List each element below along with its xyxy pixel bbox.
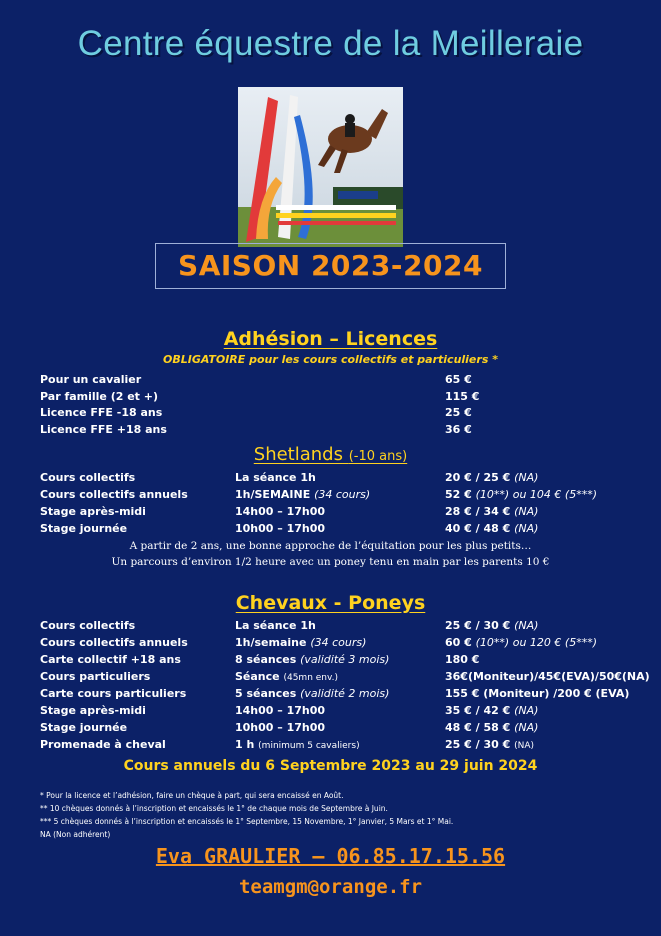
chevaux-row xyxy=(40,687,640,704)
row-price xyxy=(445,619,538,632)
freq-note: (minimum 5 cavaliers) xyxy=(258,741,360,751)
price-text: 60 € xyxy=(445,636,472,649)
price-note: (NA) xyxy=(514,471,539,484)
chevaux-row xyxy=(40,721,640,738)
row-price xyxy=(445,738,534,751)
row-label: Stage après-midi xyxy=(40,505,146,518)
row-price: 65 € xyxy=(445,373,472,386)
freq-text: 1h/semaine xyxy=(235,636,307,649)
row-label: Cours collectifs xyxy=(40,619,136,632)
row-frequency: 10h00 – 17h00 xyxy=(235,721,326,734)
row-frequency xyxy=(235,670,338,683)
price-text: 52 € xyxy=(445,488,472,501)
adhesion-row xyxy=(40,390,640,407)
contact-email[interactable]: teamgm@orange.fr xyxy=(238,876,423,898)
row-price: 36 € xyxy=(445,423,472,436)
row-frequency xyxy=(235,738,360,751)
row-label: Stage après-midi xyxy=(40,704,146,717)
row-label: Carte cours particuliers xyxy=(40,687,187,700)
footnote: NA (Non adhérent) xyxy=(40,830,111,839)
row-frequency: 14h00 – 17h00 xyxy=(235,704,326,717)
adhesion-row xyxy=(40,423,640,440)
row-frequency xyxy=(235,636,366,649)
price-note: (NA) xyxy=(514,505,539,518)
freq-text: 1h/SEMAINE xyxy=(235,488,311,501)
adhesion-row xyxy=(40,406,640,423)
price-note: (10**) ou 120 € (5***) xyxy=(475,636,597,649)
footnote: * Pour la licence et l’adhésion, faire un chèque à part, qui sera encaissé en Août. xyxy=(40,791,344,800)
price-note: (NA) xyxy=(514,721,539,734)
freq-note: (34 cours) xyxy=(310,636,367,649)
row-label: Pour un cavalier xyxy=(40,373,142,386)
row-label: Stage journée xyxy=(40,522,128,535)
price-text: 25 € / 30 € xyxy=(445,738,511,751)
row-frequency: La séance 1h xyxy=(235,619,316,632)
row-price: 155 € (Moniteur) /200 € (EVA) xyxy=(445,687,630,700)
freq-text: 5 séances xyxy=(235,687,297,700)
row-price xyxy=(445,505,538,518)
shetlands-row xyxy=(40,505,640,522)
season-banner: SAISON 2023-2024 xyxy=(155,243,506,289)
section-heading-shetlands xyxy=(0,444,661,465)
row-label: Cours particuliers xyxy=(40,670,151,683)
row-price xyxy=(445,488,597,501)
price-text: 48 € / 58 € xyxy=(445,721,511,734)
row-price: 180 € xyxy=(445,653,480,666)
row-price xyxy=(445,636,597,649)
price-note: (NA) xyxy=(514,522,539,535)
section-heading-adhesion: Adhésion – Licences xyxy=(223,328,438,350)
price-note: (NA) xyxy=(514,619,539,632)
shetlands-pony-ride: Un parcours d’environ 1/2 heure avec un poney tenu en main par les parents 10 € xyxy=(111,556,550,568)
freq-text: Séance xyxy=(235,670,280,683)
price-text: 28 € / 34 € xyxy=(445,505,511,518)
chevaux-row xyxy=(40,704,640,721)
row-price xyxy=(445,721,538,734)
freq-text: La séance 1h xyxy=(235,471,316,484)
footnote: *** 5 chèques donnés à l’inscription et encaissés le 1° Septembre, 15 Novembre, 1° Janvier, 5 Mars et 1° Mai. xyxy=(40,817,454,826)
row-price: 115 € xyxy=(445,390,480,403)
row-price: 25 € xyxy=(445,406,472,419)
row-label: Par famille (2 et +) xyxy=(40,390,159,403)
price-text: 35 € / 42 € xyxy=(445,704,511,717)
freq-note: (45mn env.) xyxy=(283,673,339,683)
row-label: Promenade à cheval xyxy=(40,738,166,751)
chevaux-row xyxy=(40,670,650,687)
row-frequency: 10h00 – 17h00 xyxy=(235,522,326,535)
price-note: (10**) ou 104 € (5***) xyxy=(475,488,597,501)
row-price: 36€(Moniteur)/45€(EVA)/50€(NA) xyxy=(445,670,650,683)
freq-text: 8 séances xyxy=(235,653,297,666)
price-note: (NA) xyxy=(514,704,539,717)
row-price xyxy=(445,522,538,535)
page-title: Centre équestre de la Meilleraie xyxy=(77,24,584,63)
row-label: Cours collectifs xyxy=(40,471,136,484)
price-text: 20 € / 25 € xyxy=(445,471,511,484)
row-label: Carte collectif +18 ans xyxy=(40,653,181,666)
chevaux-row xyxy=(40,738,640,755)
price-text: 40 € / 48 € xyxy=(445,522,511,535)
freq-text: 1 h xyxy=(235,738,255,751)
shetlands-age-note: (-10 ans) xyxy=(348,449,408,464)
row-price xyxy=(445,471,538,484)
adhesion-row xyxy=(40,373,640,390)
shetlands-row xyxy=(40,522,640,539)
chevaux-row xyxy=(40,619,640,636)
chevaux-row xyxy=(40,653,640,670)
shetlands-row xyxy=(40,471,640,488)
freq-note: (validité 3 mois) xyxy=(300,653,390,666)
annual-course-dates: Cours annuels du 6 Septembre 2023 au 29 juin 2024 xyxy=(123,758,538,774)
price-text: 25 € / 30 € xyxy=(445,619,511,632)
horse-jumping-illustration xyxy=(238,87,403,247)
row-frequency: 14h00 – 17h00 xyxy=(235,505,326,518)
horse-jumping-photo xyxy=(238,87,403,247)
freq-note: (34 cours) xyxy=(314,488,371,501)
freq-note: (validité 2 mois) xyxy=(300,687,390,700)
shetlands-row xyxy=(40,488,640,505)
chevaux-row xyxy=(40,636,640,653)
row-label: Licence FFE +18 ans xyxy=(40,423,167,436)
row-label: Licence FFE -18 ans xyxy=(40,406,163,419)
row-frequency xyxy=(235,653,389,666)
row-frequency xyxy=(235,687,389,700)
row-label: Cours collectifs annuels xyxy=(40,488,188,501)
row-frequency xyxy=(235,471,316,484)
row-price xyxy=(445,704,538,717)
shetlands-description: A partir de 2 ans, une bonne approche de l’équitation pour les plus petits… xyxy=(129,540,532,552)
section-heading-chevaux: Chevaux - Poneys xyxy=(235,592,426,614)
footnote: ** 10 chèques donnés à l’inscription et encaissés le 1° de chaque mois de Septembre à Juin. xyxy=(40,804,388,813)
price-note: (NA) xyxy=(514,741,535,751)
contact-name-phone: Eva GRAULIER – 06.85.17.15.56 xyxy=(155,844,506,868)
adhesion-note: OBLIGATOIRE pour les cours collectifs et particuliers * xyxy=(163,353,498,366)
row-label: Cours collectifs annuels xyxy=(40,636,188,649)
row-frequency xyxy=(235,488,370,501)
shetlands-heading-text: Shetlands xyxy=(253,444,343,465)
row-label: Stage journée xyxy=(40,721,128,734)
